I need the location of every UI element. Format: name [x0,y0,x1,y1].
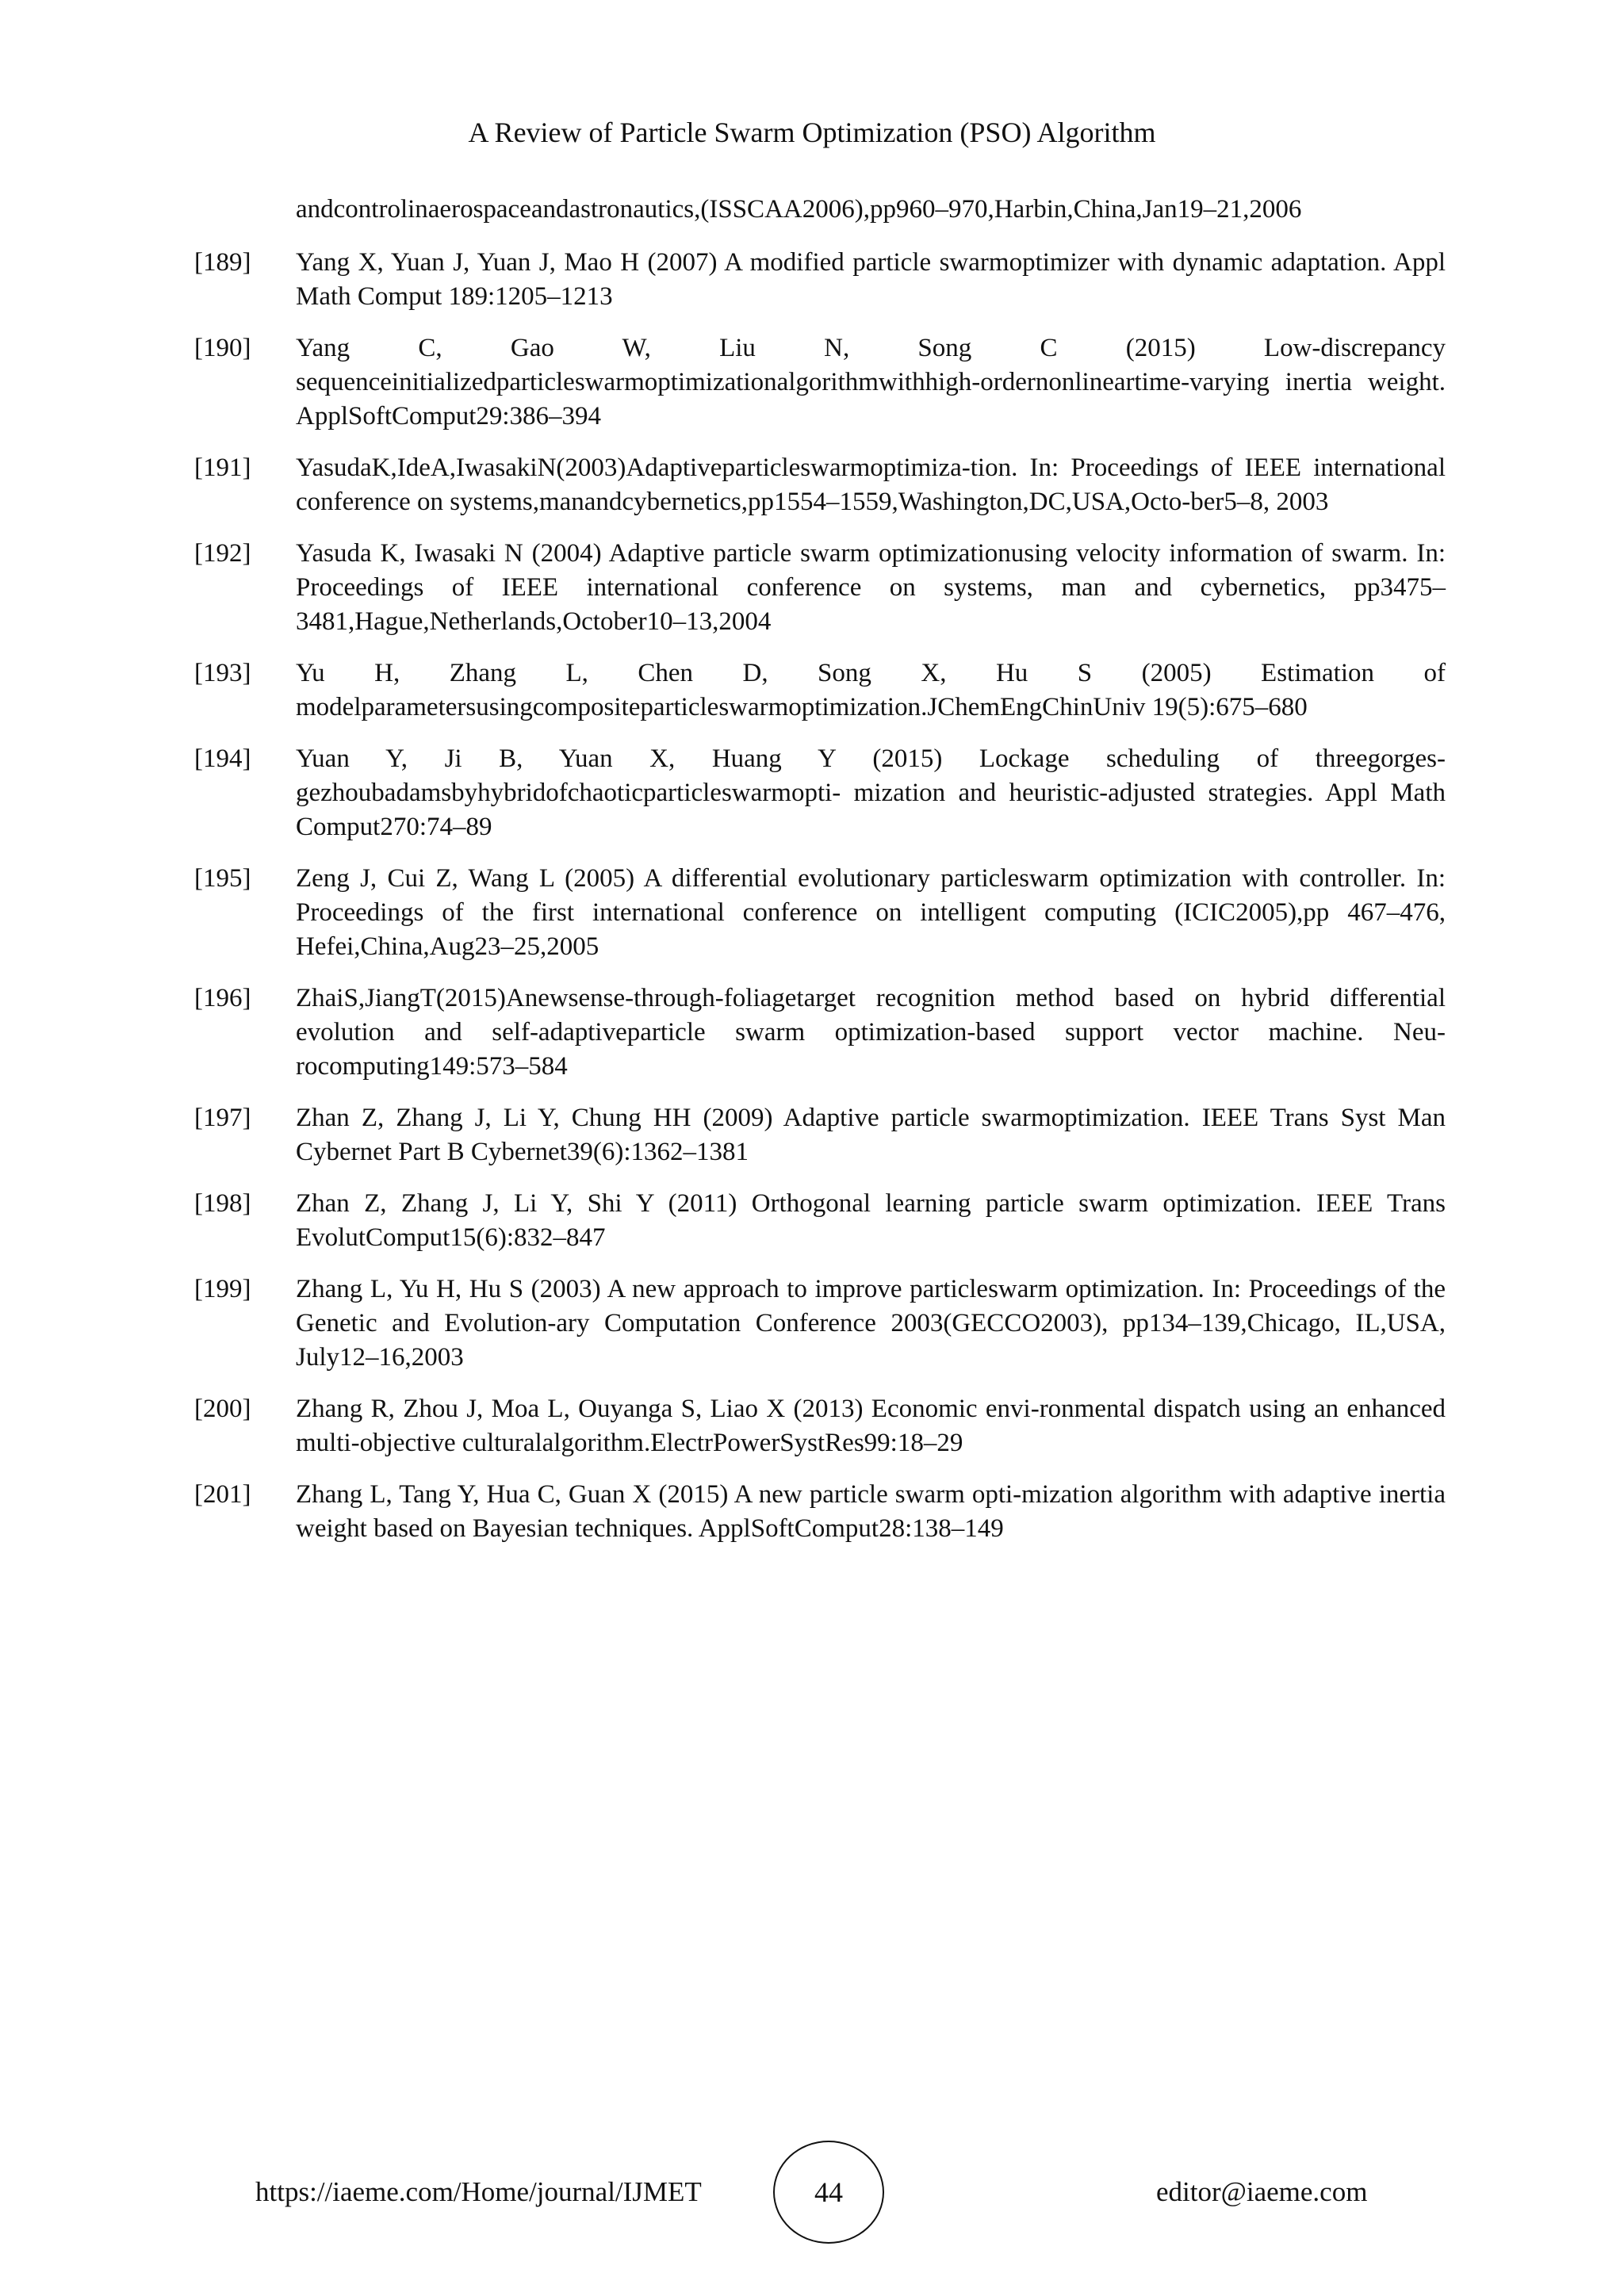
reference-text: Yang X, Yuan J, Yuan J, Mao H (2007) A modified particle swarmoptimizer with dynamic adaptation. Appl Math Comput 189:1205–1213 [296,248,1446,311]
reference-item [194,1392,1446,1460]
reference-number: [189] [194,248,251,277]
reference-number: [194] [194,744,251,773]
reference-number: [196] [194,984,251,1012]
reference-item [194,1187,1446,1255]
page-number: 44 [814,2176,843,2208]
reference-list [194,193,1446,1563]
reference-text: Zhan Z, Zhang J, Li Y, Shi Y (2011) Orthogonal learning particle swarm optimization. IEEE Trans EvolutComput15(6):832–847 [296,1189,1446,1252]
reference-text: Zhan Z, Zhang J, Li Y, Chung HH (2009) Adaptive particle swarmoptimization. IEEE Trans Syst Man Cybernet Part B Cybernet39(6):1362–1381 [296,1104,1446,1166]
reference-number: [198] [194,1189,251,1218]
reference-text: Zhang R, Zhou J, Moa L, Ouyanga S, Liao X (2013) Economic envi-ronmental dispatch using an enhanced multi-objective culturalalgorithm.ElectrPowerSystRes99:18–29 [296,1395,1446,1457]
page-footer [0,2141,1624,2244]
reference-text: Zhang L, Tang Y, Hua C, Guan X (2015) A new particle swarm opti-mization algorithm with adaptive inertia weight based on Bayesian techniques. ApplSoftComput28:138–149 [296,1480,1446,1543]
reference-number: [192] [194,539,251,568]
reference-text: Yasuda K, Iwasaki N (2004) Adaptive particle swarm optimizationusing velocity information of swarm. In: Proceedings of IEEE international conference on systems, man and cybernetics, pp3475–3481,Hague,Netherlands,October10–13,2004 [296,539,1446,636]
reference-item [194,1478,1446,1546]
reference-item [194,656,1446,725]
reference-item [194,537,1446,639]
reference-number: [200] [194,1395,251,1423]
page-number-badge [773,2141,884,2244]
reference-number: [201] [194,1480,251,1509]
reference-text: Yu H, Zhang L, Chen D, Song X, Hu S (2005) Estimation of modelparametersusingcompositeparticleswarmoptimization.JChemEngChinUniv 19(5):675–680 [296,659,1446,721]
reference-text: ZhaiS,JiangT(2015)Anewsense-through-foliagetarget recognition method based on hybrid differential evolution and self-adaptiveparticle swarm optimization-based support vector machine. Neu-rocomputing149:573–584 [296,984,1446,1081]
reference-number: [190] [194,334,251,362]
reference-item [194,1272,1446,1375]
reference-number: [191] [194,453,251,482]
reference-item [194,862,1446,964]
reference-text: Yang C, Gao W, Liu N, Song C (2015) Low-discrepancy sequenceinitializedparticleswarmoptimizationalgorithmwithhigh-ordernonlineartime-varying inertia weight. ApplSoftComput29:386–394 [296,334,1446,430]
reference-item [194,1101,1446,1169]
reference-item [194,982,1446,1084]
reference-item [194,246,1446,314]
reference-continuation: andcontrolinaerospaceandastronautics,(ISSCAA2006),pp960–970,Harbin,China,Jan19–21,2006 [296,195,1302,224]
reference-text: Yuan Y, Ji B, Yuan X, Huang Y (2015) Lockage scheduling of threegorges-gezhoubadamsbyhybridofchaoticparticleswarmopti- mization and heuristic-adjusted strategies. Appl Math Comput270:74–89 [296,744,1446,841]
reference-number: [199] [194,1275,251,1303]
reference-text: Zeng J, Cui Z, Wang L (2005) A differential evolutionary particleswarm optimization with controller. In: Proceedings of the first international conference on intelligent computing (ICIC2005),pp 467–476, Hefei,China,Aug23–25,2005 [296,864,1446,961]
reference-item [194,451,1446,519]
reference-number: [195] [194,864,251,893]
reference-text: YasudaK,IdeA,IwasakiN(2003)Adaptiveparticleswarmoptimiza-tion. In: Proceedings of IEEE international conference on systems,manandcybernetics,pp1554–1559,Washington,DC,USA,Octo-ber5–8, 2003 [296,453,1446,516]
reference-item [194,331,1446,434]
reference-number: [193] [194,659,251,687]
journal-url-link[interactable]: https://iaeme.com/Home/journal/IJMET [255,2176,702,2207]
reference-number: [197] [194,1104,251,1132]
running-header: A Review of Particle Swarm Optimization (PSO) Algorithm [468,117,1156,148]
reference-text: Zhang L, Yu H, Hu S (2003) A new approach to improve particleswarm optimization. In: Proceedings of the Genetic and Evolution-ary Computation Conference 2003(GECCO2003), pp134–139,Chicago, IL,USA, July12–16,2003 [296,1275,1446,1372]
reference-item [194,742,1446,844]
editor-email-link[interactable]: editor@iaeme.com [1156,2176,1368,2207]
